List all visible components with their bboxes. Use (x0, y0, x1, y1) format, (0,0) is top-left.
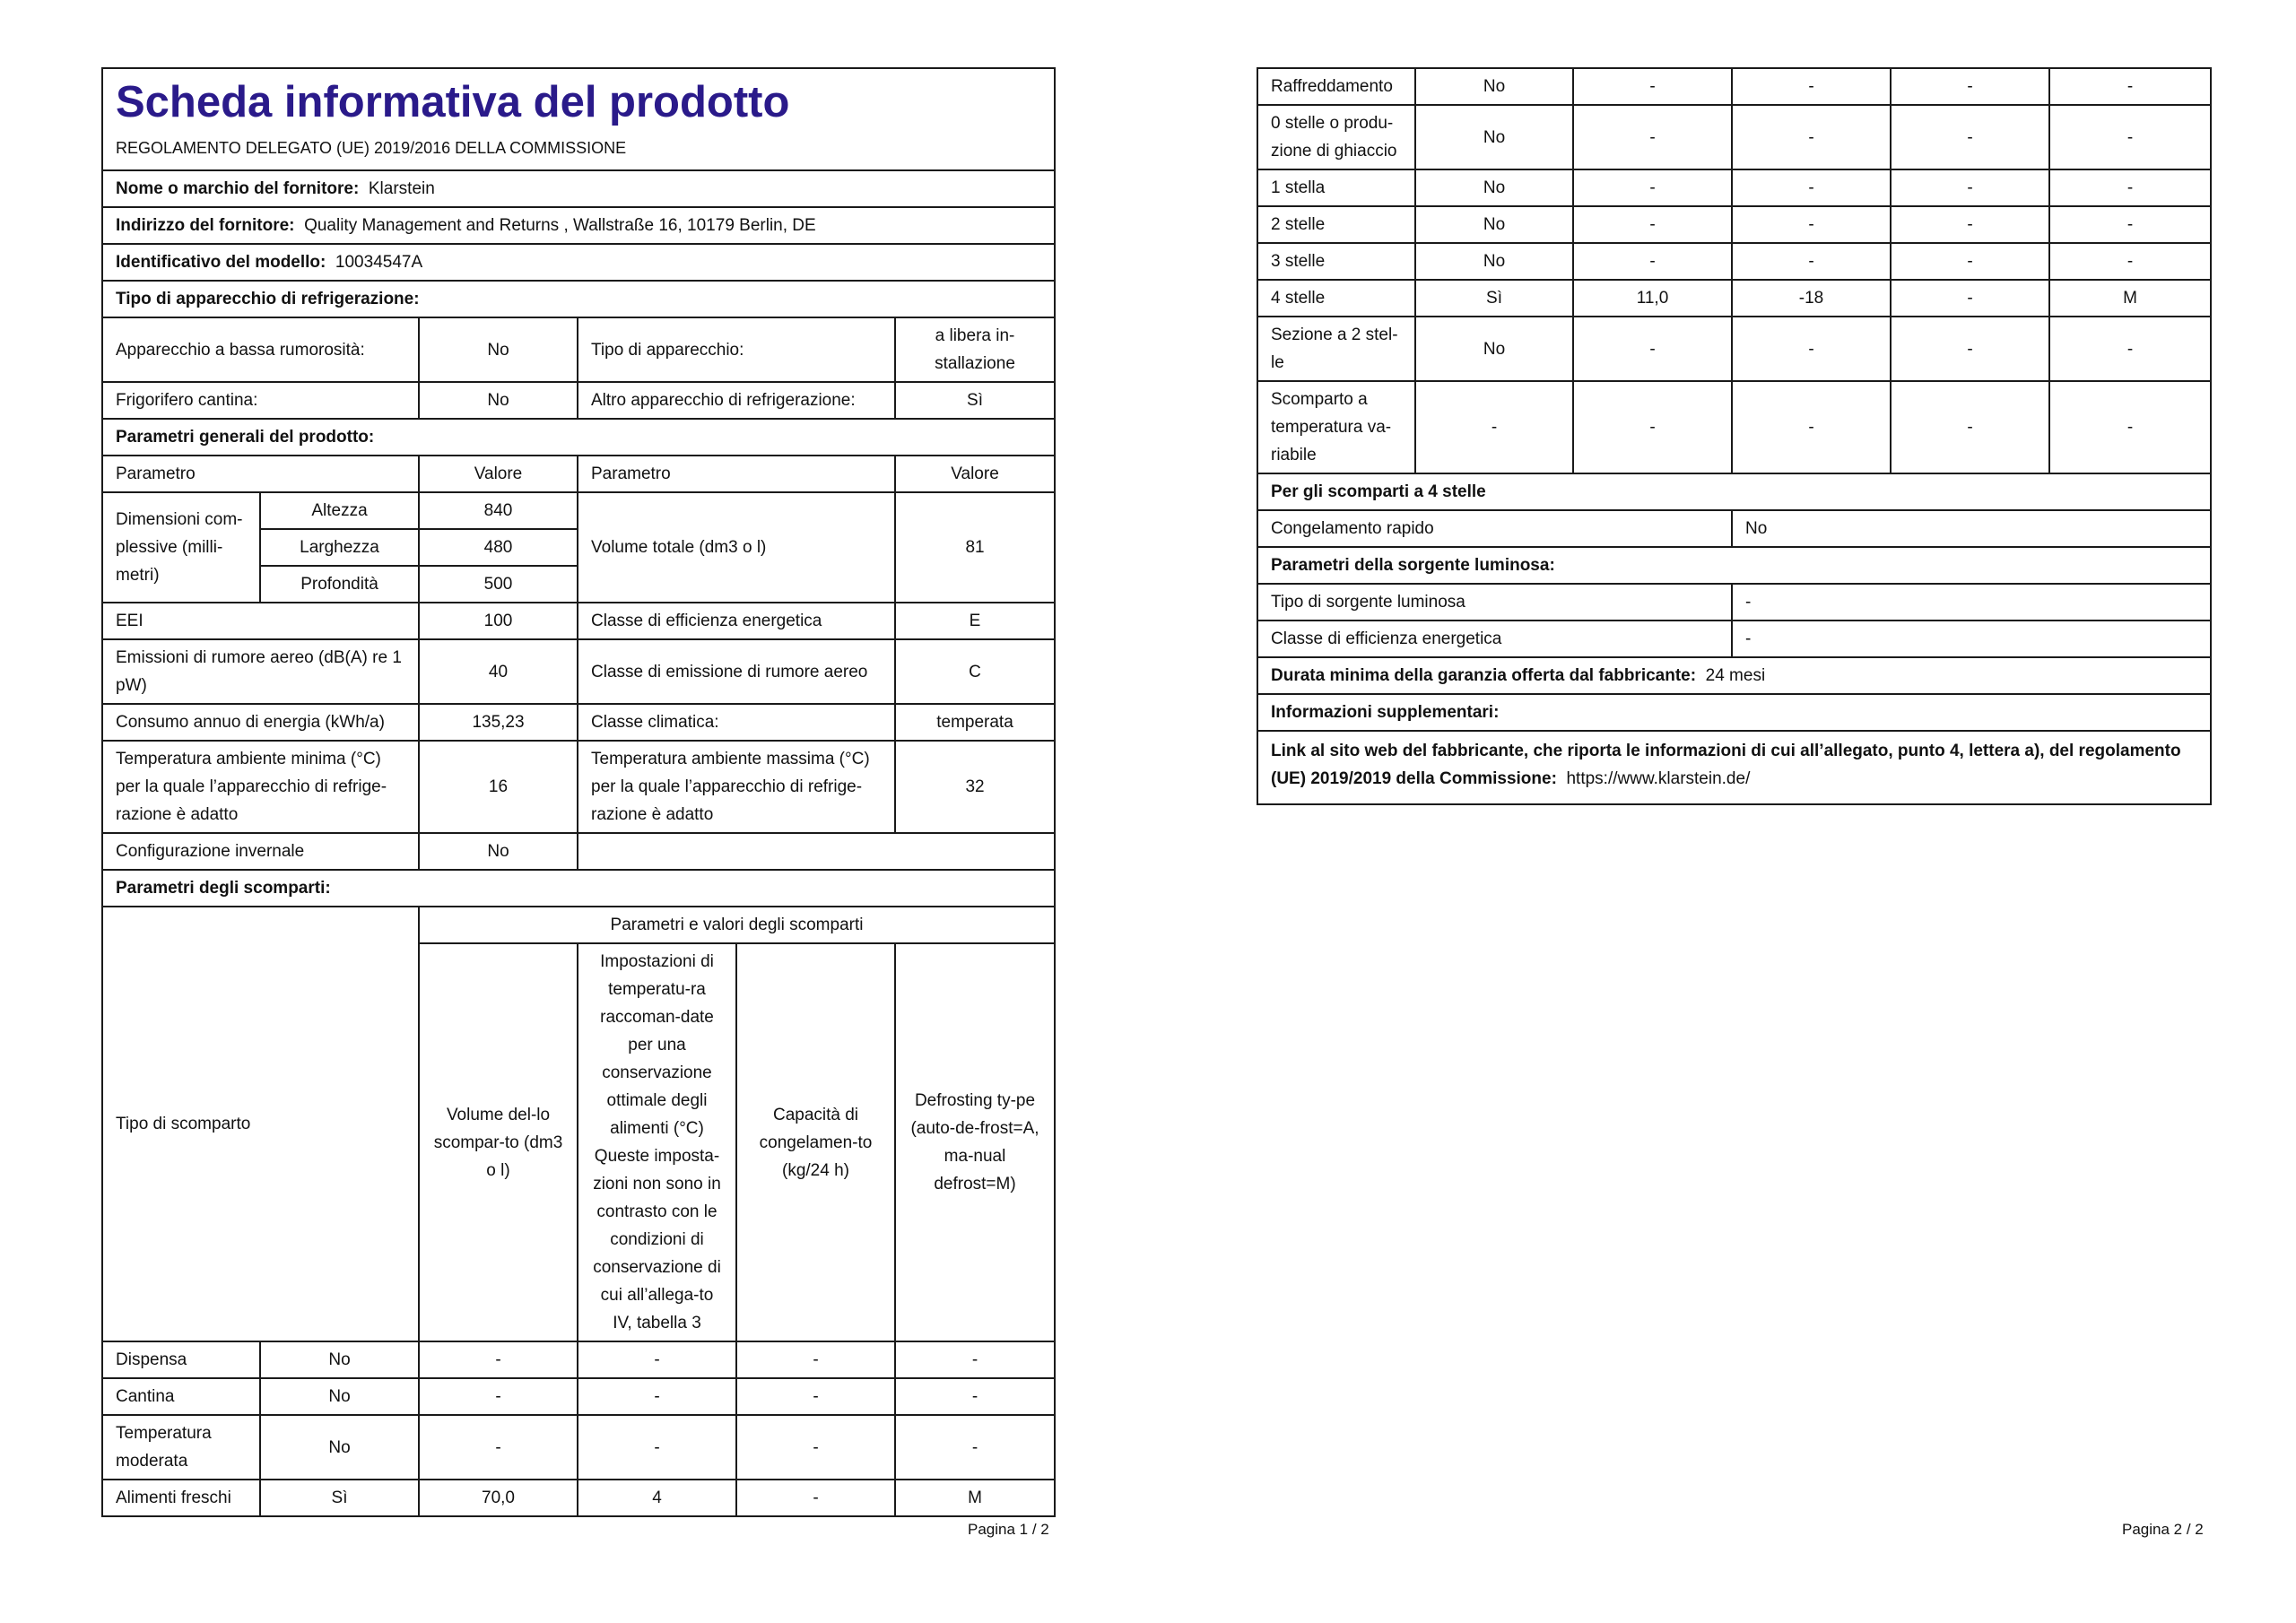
col-defrost-header: Defrosting ty-pe (auto-de-frost=A, ma-nual defrost=M) (895, 943, 1055, 1341)
light-class-value: - (1732, 621, 2211, 657)
col-parametro-right: Parametro (578, 456, 895, 492)
compartment-defrost: - (2049, 381, 2211, 473)
col-parametro-left: Parametro (102, 456, 419, 492)
compartment-defrost: - (895, 1415, 1055, 1480)
appliance-type-header: Tipo di apparecchio di refrigerazione: (102, 281, 1055, 317)
compartment-row (1257, 105, 2211, 169)
compartment-row (102, 1341, 1055, 1378)
col-valore-left: Valore (419, 456, 578, 492)
compartment-present: No (1415, 68, 1573, 105)
compartment-defrost: - (2049, 206, 2211, 243)
compartment-freezing: - (1891, 317, 2049, 381)
compartment-temp: -18 (1732, 280, 1891, 317)
low-noise-value: No (419, 317, 578, 382)
compartment-name: 3 stelle (1257, 243, 1415, 280)
min-temp-value: 16 (419, 741, 578, 833)
compartment-present: No (1415, 317, 1573, 381)
wine-cooler-value: No (419, 382, 578, 419)
compartment-volume: - (1573, 206, 1732, 243)
compartment-temp: - (1732, 243, 1891, 280)
compartment-name: Cantina (102, 1378, 260, 1415)
title-cell (102, 68, 1055, 170)
compartment-present: No (1415, 105, 1573, 169)
supplier-name-value: Klarstein (368, 179, 435, 198)
compartment-volume: - (1573, 243, 1732, 280)
compartment-type-label: Tipo di scomparto (102, 907, 419, 1341)
compartment-freezing: - (1891, 68, 2049, 105)
compartment-present: No (1415, 169, 1573, 206)
compartment-temp: - (578, 1378, 736, 1415)
compartment-temp: - (1732, 68, 1891, 105)
supplier-address-value: Quality Management and Returns , Wallstraße 16, 10179 Berlin, DE (304, 216, 816, 235)
climate-class-label: Classe climatica: (578, 704, 895, 741)
empty-cell (578, 833, 1055, 870)
page-2 (1257, 67, 2210, 805)
max-temp-label: Temperatura ambiente massima (°C) per la quale l’apparecchio di refrige-razione è adatto (578, 741, 895, 833)
compartment-freezing: - (736, 1378, 895, 1415)
compartment-name: 0 stelle o produ-zione di ghiaccio (1257, 105, 1415, 169)
compartment-volume: 70,0 (419, 1480, 578, 1516)
climate-class-value: temperata (895, 704, 1055, 741)
appliance-type-label: Tipo di apparecchio: (578, 317, 895, 382)
compartment-volume: - (1573, 317, 1732, 381)
compartment-present: No (260, 1341, 419, 1378)
compartment-row (1257, 206, 2211, 243)
fast-freeze-value: No (1732, 510, 2211, 547)
compartment-name: 2 stelle (1257, 206, 1415, 243)
winter-config-label: Configurazione invernale (102, 833, 419, 870)
appliance-type-value: a libera in-stallazione (895, 317, 1055, 382)
compartment-defrost: - (2049, 105, 2211, 169)
col-freezing-header: Capacità di congelamen-to (kg/24 h) (736, 943, 895, 1341)
compartment-freezing: - (736, 1415, 895, 1480)
compartment-present: - (1415, 381, 1573, 473)
min-temp-label: Temperatura ambiente minima (°C) per la quale l’apparecchio di refrige-razione è adatto (102, 741, 419, 833)
compartment-temp: - (1732, 317, 1891, 381)
compartment-temp: - (578, 1415, 736, 1480)
compartment-present: No (1415, 206, 1573, 243)
product-info-table-page-1 (101, 67, 1056, 1517)
product-info-table-page-2 (1257, 67, 2212, 805)
compartment-name: Dispensa (102, 1341, 260, 1378)
height-value: 840 (419, 492, 578, 529)
compartment-defrost: - (895, 1378, 1055, 1415)
compartment-name: 1 stella (1257, 169, 1415, 206)
supplier-address-row (102, 207, 1055, 244)
compartment-present: No (1415, 243, 1573, 280)
compartment-volume: - (419, 1378, 578, 1415)
eei-label: EEI (102, 603, 419, 639)
compartment-present: Sì (260, 1480, 419, 1516)
other-appliance-value: Sì (895, 382, 1055, 419)
compartment-row (1257, 243, 2211, 280)
compartment-row (1257, 280, 2211, 317)
model-id-row (102, 244, 1055, 281)
compartment-row (102, 1415, 1055, 1480)
compartment-name: Raffreddamento (1257, 68, 1415, 105)
annual-energy-value: 135,23 (419, 704, 578, 741)
compartment-name: Temperatura moderata (102, 1415, 260, 1480)
supplier-address-label: Indirizzo del fornitore: (116, 216, 295, 235)
page-number-1: Pagina 1 / 2 (968, 1521, 1049, 1538)
depth-label: Profondità (260, 566, 419, 603)
compartment-name: Sezione a 2 stel-le (1257, 317, 1415, 381)
compartment-freezing: - (1891, 381, 2049, 473)
compartment-freezing: - (1891, 206, 2049, 243)
page-1 (101, 67, 1054, 1517)
compartment-temp: - (1732, 105, 1891, 169)
compartment-defrost: - (895, 1341, 1055, 1378)
compartment-defrost: - (2049, 243, 2211, 280)
compartment-name: Scomparto a temperatura va-riabile (1257, 381, 1415, 473)
compartment-freezing: - (1891, 105, 2049, 169)
energy-class-value: E (895, 603, 1055, 639)
supplier-name-label: Nome o marchio del fornitore: (116, 179, 360, 198)
compartment-freezing: - (736, 1341, 895, 1378)
depth-value: 500 (419, 566, 578, 603)
width-label: Larghezza (260, 529, 419, 566)
compartment-present: No (260, 1378, 419, 1415)
page-number-2: Pagina 2 / 2 (2122, 1521, 2204, 1538)
compartment-volume: 11,0 (1573, 280, 1732, 317)
eei-value: 100 (419, 603, 578, 639)
compartment-temp: - (1732, 169, 1891, 206)
other-appliance-label: Altro apparecchio di refrigerazione: (578, 382, 895, 419)
compartment-present: No (260, 1415, 419, 1480)
compartment-volume: - (1573, 381, 1732, 473)
total-volume-label: Volume totale (dm3 o l) (578, 492, 895, 603)
compartment-temp: 4 (578, 1480, 736, 1516)
compartment-name: 4 stelle (1257, 280, 1415, 317)
compartment-defrost: - (2049, 317, 2211, 381)
compartment-present: Sì (1415, 280, 1573, 317)
width-value: 480 (419, 529, 578, 566)
annual-energy-label: Consumo annuo di energia (kWh/a) (102, 704, 419, 741)
website-link[interactable]: https://www.klarstein.de/ (1566, 769, 1751, 788)
compartment-freezing: - (1891, 169, 2049, 206)
compartment-defrost: M (2049, 280, 2211, 317)
compartment-volume: - (1573, 105, 1732, 169)
dimensions-label: Dimensioni com-plessive (milli-metri) (102, 492, 260, 603)
general-params-header: Parametri generali del prodotto: (102, 419, 1055, 456)
noise-emission-label: Emissioni di rumore aereo (dB(A) re 1 pW) (102, 639, 419, 704)
noise-class-label: Classe di emissione di rumore aereo (578, 639, 895, 704)
compartment-params-header: Parametri degli scomparti: (102, 870, 1055, 907)
warranty-label: Durata minima della garanzia offerta dal fabbricante: (1271, 666, 1697, 685)
website-label: Link al sito web del fabbricante, che riporta le informazioni di cui all’allegato, punto 4, lettera a), del regolamento (UE) 2019/2019 della Commissione: (1271, 742, 2181, 788)
compartment-defrost: M (895, 1480, 1055, 1516)
warranty-value: 24 mesi (1705, 666, 1766, 685)
col-temp-settings-header: Impostazioni di temperatu-ra raccoman-date per una conservazione ottimale degli alimenti (°C) Queste imposta-zioni non sono in contrasto con le condizioni di conservazione di cui all’allega-to IV, tabella 3 (578, 943, 736, 1341)
warranty-row (1257, 657, 2211, 694)
compartment-temp: - (1732, 206, 1891, 243)
compartment-defrost: - (2049, 169, 2211, 206)
compartment-volume: - (1573, 68, 1732, 105)
noise-emission-value: 40 (419, 639, 578, 704)
model-id-label: Identificativo del modello: (116, 253, 326, 272)
compartment-row (1257, 68, 2211, 105)
compartment-freezing: - (1891, 280, 2049, 317)
regulation-subtitle: REGOLAMENTO DELEGATO (UE) 2019/2016 DELLA COMMISSIONE (116, 139, 627, 157)
four-star-header: Per gli scomparti a 4 stelle (1257, 473, 2211, 510)
compartment-name: Alimenti freschi (102, 1480, 260, 1516)
winter-config-value: No (419, 833, 578, 870)
height-label: Altezza (260, 492, 419, 529)
compartment-volume: - (1573, 169, 1732, 206)
additional-info-header: Informazioni supplementari: (1257, 694, 2211, 731)
website-row (1257, 731, 2211, 804)
page-title: Scheda informativa del prodotto (116, 78, 790, 126)
low-noise-label: Apparecchio a bassa rumorosità: (102, 317, 419, 382)
wine-cooler-label: Frigorifero cantina: (102, 382, 419, 419)
compartment-row (1257, 381, 2211, 473)
compartment-row (102, 1480, 1055, 1516)
light-type-value: - (1732, 584, 2211, 621)
max-temp-value: 32 (895, 741, 1055, 833)
compartment-row (1257, 169, 2211, 206)
compartment-row (1257, 317, 2211, 381)
supplier-name-row (102, 170, 1055, 207)
compartment-defrost: - (2049, 68, 2211, 105)
compartment-temp: - (1732, 381, 1891, 473)
light-source-header: Parametri della sorgente luminosa: (1257, 547, 2211, 584)
compartment-row (102, 1378, 1055, 1415)
model-id-value: 10034547A (335, 253, 423, 272)
col-valore-right: Valore (895, 456, 1055, 492)
compartment-values-header: Parametri e valori degli scomparti (419, 907, 1055, 943)
col-volume-header: Volume del-lo scompar-to (dm3 o l) (419, 943, 578, 1341)
compartment-temp: - (578, 1341, 736, 1378)
energy-class-label: Classe di efficienza energetica (578, 603, 895, 639)
total-volume-value: 81 (895, 492, 1055, 603)
compartment-freezing: - (736, 1480, 895, 1516)
light-class-label: Classe di efficienza energetica (1257, 621, 1732, 657)
fast-freeze-label: Congelamento rapido (1257, 510, 1732, 547)
compartment-volume: - (419, 1415, 578, 1480)
light-type-label: Tipo di sorgente luminosa (1257, 584, 1732, 621)
compartment-volume: - (419, 1341, 578, 1378)
compartment-freezing: - (1891, 243, 2049, 280)
noise-class-value: C (895, 639, 1055, 704)
